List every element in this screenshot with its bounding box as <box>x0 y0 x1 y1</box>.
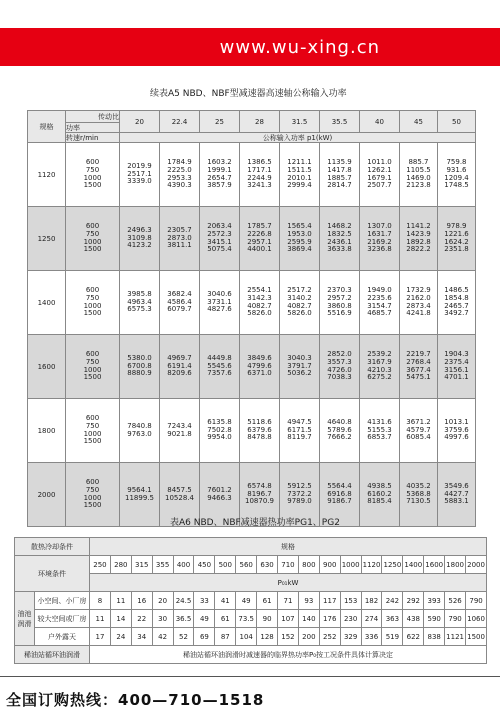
thermal-value-cell: 1500 <box>466 628 487 646</box>
thermal-value-cell: 24 <box>110 628 131 646</box>
power-value-cell: 3549.6 4427.7 5883.1 <box>438 463 476 527</box>
ratio-cell: 25 <box>200 111 240 133</box>
ratio-cell: 50 <box>438 111 476 133</box>
speed-cell: 600 750 1000 1500 <box>66 463 120 527</box>
thermal-value-cell: 292 <box>403 592 424 610</box>
power-value-cell: 2370.3 2957.2 3860.8 5516.9 <box>320 271 360 335</box>
spec-header: 规格 <box>28 111 66 143</box>
thermal-value-cell: 16 <box>131 592 152 610</box>
env-row <box>15 592 487 610</box>
env-label: 小空间、小厂房 <box>35 592 90 610</box>
thermal-value-cell: 8 <box>90 592 111 610</box>
thermal-value-cell: 22 <box>131 610 152 628</box>
thermal-value-cell: 90 <box>257 610 278 628</box>
power-value-cell: 2496.3 3109.8 4123.2 <box>120 207 160 271</box>
thermal-value-cell: 363 <box>382 610 403 628</box>
spec-row <box>28 335 476 399</box>
thermal-value-cell: 182 <box>361 592 382 610</box>
thermal-value-cell: 252 <box>319 628 340 646</box>
env-label: 户外露天 <box>35 628 90 646</box>
power-value-cell: 7840.8 9763.0 <box>120 399 160 463</box>
thermal-value-cell: 622 <box>403 628 424 646</box>
power-header: 功率 <box>66 123 120 133</box>
size-cell: 1800 <box>445 556 466 574</box>
thermal-value-cell: 329 <box>340 628 361 646</box>
thermal-value-cell: 838 <box>424 628 445 646</box>
table-a5 <box>27 110 476 527</box>
power-value-cell: 759.8 931.6 1209.4 1748.5 <box>438 143 476 207</box>
power-value-cell: 2517.2 3140.2 4082.7 5826.0 <box>280 271 320 335</box>
size-cell: 355 <box>152 556 173 574</box>
power-value-cell: 2852.0 3557.3 4726.0 7038.3 <box>320 335 360 399</box>
spec-row <box>28 399 476 463</box>
power-value-cell: 2219.7 2768.4 3677.4 5475.1 <box>400 335 438 399</box>
spec-row <box>28 143 476 207</box>
circulation-note: 稀油站循环油润滑时减速器的临界热功率P₀按工况条件具体计算决定 <box>90 646 487 664</box>
circulation-label: 稀油站循环油润滑 <box>15 646 90 664</box>
size-cell: 800 <box>298 556 319 574</box>
ratio-cell: 28 <box>240 111 280 133</box>
power-value-cell: 5912.5 7372.2 9789.0 <box>280 463 320 527</box>
speed-cell: 600 750 1000 1500 <box>66 271 120 335</box>
power-value-cell: 1013.1 3759.6 4997.6 <box>438 399 476 463</box>
power-value-cell: 5564.4 6916.8 9186.7 <box>320 463 360 527</box>
thermal-value-cell: 230 <box>340 610 361 628</box>
size-cell: 1250 <box>382 556 403 574</box>
thermal-value-cell: 790 <box>445 610 466 628</box>
size-cell: 1400 <box>403 556 424 574</box>
power-value-cell: 3849.6 4799.6 6371.0 <box>240 335 280 399</box>
power-value-cell: 1011.0 1262.1 1679.1 2507.7 <box>360 143 400 207</box>
thermal-value-cell: 14 <box>110 610 131 628</box>
power-value-cell: 5118.6 6379.6 8478.8 <box>240 399 280 463</box>
power-value-cell: 2539.2 3167.9 4210.3 6275.2 <box>360 335 400 399</box>
order-hotline[interactable]: 全国订购热线：400—710—1518 <box>6 691 265 709</box>
power-value-cell: 7601.2 9466.3 <box>200 463 240 527</box>
thermal-value-cell: 61 <box>257 592 278 610</box>
thermal-value-cell: 128 <box>257 628 278 646</box>
power-value-cell: 8457.5 10528.4 <box>160 463 200 527</box>
table-a6-title: 表A6 NBD、NBF减速器热功率PG1、PG2 <box>170 518 340 528</box>
spec-cell: 1120 <box>28 143 66 207</box>
power-value-cell: 4035.2 5368.8 7130.5 <box>400 463 438 527</box>
thermal-value-cell: 34 <box>131 628 152 646</box>
thermal-value-cell: 176 <box>319 610 340 628</box>
thermal-value-cell: 93 <box>298 592 319 610</box>
power-value-cell: 1732.9 2162.0 2873.4 4241.8 <box>400 271 438 335</box>
power-value-cell: 1211.1 1511.5 2010.1 2999.4 <box>280 143 320 207</box>
power-value-cell: 1784.9 2225.0 2953.3 4390.3 <box>160 143 200 207</box>
thermal-value-cell: 336 <box>361 628 382 646</box>
thermal-value-cell: 200 <box>298 628 319 646</box>
thermal-value-cell: 140 <box>298 610 319 628</box>
size-cell: 630 <box>257 556 278 574</box>
top-banner <box>0 28 500 66</box>
power-value-cell: 4969.7 6191.4 8209.6 <box>160 335 200 399</box>
power-value-cell: 1486.5 1854.8 2465.7 3492.7 <box>438 271 476 335</box>
env-header: 环境条件 <box>15 556 90 592</box>
thermal-value-cell: 790 <box>466 592 487 610</box>
thermal-value-cell: 590 <box>424 610 445 628</box>
power-value-cell: 7243.4 9021.8 <box>160 399 200 463</box>
power-value-cell: 1603.2 1999.1 2654.7 3857.9 <box>200 143 240 207</box>
size-cell: 450 <box>194 556 215 574</box>
power-value-cell: 3040.3 3791.7 5036.2 <box>280 335 320 399</box>
size-cell: 280 <box>110 556 131 574</box>
thermal-value-cell: 20 <box>152 592 173 610</box>
thermal-value-cell: 30 <box>152 610 173 628</box>
speed-cell: 600 750 1000 1500 <box>66 143 120 207</box>
power-value-cell: 6574.8 8196.7 10870.9 <box>240 463 280 527</box>
speed-header: 转速r/min <box>66 133 120 143</box>
thermal-value-cell: 49 <box>236 592 257 610</box>
spec-cell: 1800 <box>28 399 66 463</box>
thermal-value-cell: 152 <box>278 628 299 646</box>
cooling-header: 散热冷却条件 <box>15 538 90 556</box>
power-value-cell: 3671.2 4579.7 6085.4 <box>400 399 438 463</box>
thermal-value-cell: 153 <box>340 592 361 610</box>
power-value-cell: 4947.5 6171.5 8119.7 <box>280 399 320 463</box>
power-value-cell: 6135.8 7502.8 9954.0 <box>200 399 240 463</box>
power-value-cell: 1904.3 2375.4 3156.1 4701.1 <box>438 335 476 399</box>
thermal-value-cell: 49 <box>194 610 215 628</box>
website-url[interactable]: www.wu-xing.cn <box>219 37 380 58</box>
power-value-cell: 2019.9 2517.1 3339.0 <box>120 143 160 207</box>
power-value-cell: 1949.0 2235.6 3154.7 4685.7 <box>360 271 400 335</box>
spec-row <box>28 207 476 271</box>
thermal-value-cell: 519 <box>382 628 403 646</box>
ratio-header: 传动比 <box>66 111 120 123</box>
speed-cell: 600 750 1000 1500 <box>66 399 120 463</box>
size-cell: 500 <box>215 556 236 574</box>
power-value-cell: 4131.6 5155.3 6853.7 <box>360 399 400 463</box>
power-value-cell: 1307.0 1631.7 2169.2 3236.8 <box>360 207 400 271</box>
thermal-value-cell: 17 <box>90 628 111 646</box>
thermal-value-cell: 242 <box>382 592 403 610</box>
thermal-value-cell: 393 <box>424 592 445 610</box>
speed-cell: 600 750 1000 1500 <box>66 335 120 399</box>
thermal-value-cell: 71 <box>278 592 299 610</box>
p1-header: 公称输入功率 p1(kW) <box>120 133 476 143</box>
thermal-value-cell: 69 <box>194 628 215 646</box>
spec-header: 规格 <box>90 538 487 556</box>
size-cell: 560 <box>236 556 257 574</box>
power-value-cell: 4449.8 5545.6 7357.6 <box>200 335 240 399</box>
thermal-value-cell: 42 <box>152 628 173 646</box>
power-value-cell: 2063.4 2572.3 3415.1 5075.4 <box>200 207 240 271</box>
thermal-value-cell: 87 <box>215 628 236 646</box>
power-value-cell: 4938.5 6160.2 8185.4 <box>360 463 400 527</box>
power-value-cell: 5380.0 6700.8 8880.9 <box>120 335 160 399</box>
env-row <box>15 628 487 646</box>
unit-label: P₀₁kW <box>90 574 487 592</box>
thermal-value-cell: 1121 <box>445 628 466 646</box>
thermal-value-cell: 11 <box>110 592 131 610</box>
power-value-cell: 3682.4 4586.4 6079.7 <box>160 271 200 335</box>
power-value-cell: 2305.7 2873.0 3811.1 <box>160 207 200 271</box>
size-cell: 250 <box>90 556 111 574</box>
thermal-value-cell: 107 <box>278 610 299 628</box>
power-value-cell: 978.9 1221.6 1624.2 2351.8 <box>438 207 476 271</box>
power-value-cell: 3040.6 3731.1 4827.6 <box>200 271 240 335</box>
thermal-value-cell: 104 <box>236 628 257 646</box>
power-value-cell: 9564.1 11899.5 <box>120 463 160 527</box>
power-value-cell: 885.7 1105.5 1469.0 2123.8 <box>400 143 438 207</box>
power-value-cell: 2554.1 3142.3 4082.7 5826.0 <box>240 271 280 335</box>
ratio-cell: 20 <box>120 111 160 133</box>
thermal-value-cell: 274 <box>361 610 382 628</box>
thermal-value-cell: 11 <box>90 610 111 628</box>
size-cell: 710 <box>278 556 299 574</box>
power-value-cell: 1386.5 1717.1 2244.9 3241.3 <box>240 143 280 207</box>
method-label: 油池润滑 <box>15 592 35 646</box>
ratio-cell: 45 <box>400 111 438 133</box>
thermal-value-cell: 24.5 <box>173 592 194 610</box>
power-value-cell: 4640.8 5789.6 7666.2 <box>320 399 360 463</box>
size-cell: 1120 <box>361 556 382 574</box>
thermal-value-cell: 61 <box>215 610 236 628</box>
thermal-value-cell: 33 <box>194 592 215 610</box>
speed-cell: 600 750 1000 1500 <box>66 207 120 271</box>
footer-rule <box>0 676 500 677</box>
spec-cell: 1400 <box>28 271 66 335</box>
ratio-cell: 31.5 <box>280 111 320 133</box>
power-value-cell: 1468.2 1832.5 2436.1 3633.8 <box>320 207 360 271</box>
thermal-value-cell: 41 <box>215 592 236 610</box>
power-value-cell: 1565.4 1953.0 2595.9 3869.4 <box>280 207 320 271</box>
spec-row <box>28 271 476 335</box>
thermal-value-cell: 526 <box>445 592 466 610</box>
size-cell: 315 <box>131 556 152 574</box>
thermal-value-cell: 36.5 <box>173 610 194 628</box>
size-cell: 1000 <box>340 556 361 574</box>
size-cell: 1600 <box>424 556 445 574</box>
spec-cell: 1600 <box>28 335 66 399</box>
size-cell: 2000 <box>466 556 487 574</box>
thermal-value-cell: 438 <box>403 610 424 628</box>
ratio-cell: 35.5 <box>320 111 360 133</box>
thermal-value-cell: 1060 <box>466 610 487 628</box>
power-value-cell: 1135.9 1417.8 1885.7 2814.7 <box>320 143 360 207</box>
thermal-value-cell: 117 <box>319 592 340 610</box>
power-value-cell: 3985.8 4963.4 6575.3 <box>120 271 160 335</box>
thermal-value-cell: 73.5 <box>236 610 257 628</box>
env-label: 较大空间或厂房 <box>35 610 90 628</box>
size-cell: 900 <box>319 556 340 574</box>
size-cell: 400 <box>173 556 194 574</box>
env-row <box>15 610 487 628</box>
table-a6 <box>14 537 487 664</box>
power-value-cell: 1141.2 1423.9 1892.8 2822.2 <box>400 207 438 271</box>
ratio-cell: 22.4 <box>160 111 200 133</box>
power-value-cell: 1785.7 2226.8 2957.1 4400.1 <box>240 207 280 271</box>
ratio-cell: 40 <box>360 111 400 133</box>
spec-cell: 1250 <box>28 207 66 271</box>
table-a5-title: 续表A5 NBD、NBF型减速器高速轴公称输入功率 <box>150 89 347 99</box>
thermal-value-cell: 52 <box>173 628 194 646</box>
spec-cell: 2000 <box>28 463 66 527</box>
